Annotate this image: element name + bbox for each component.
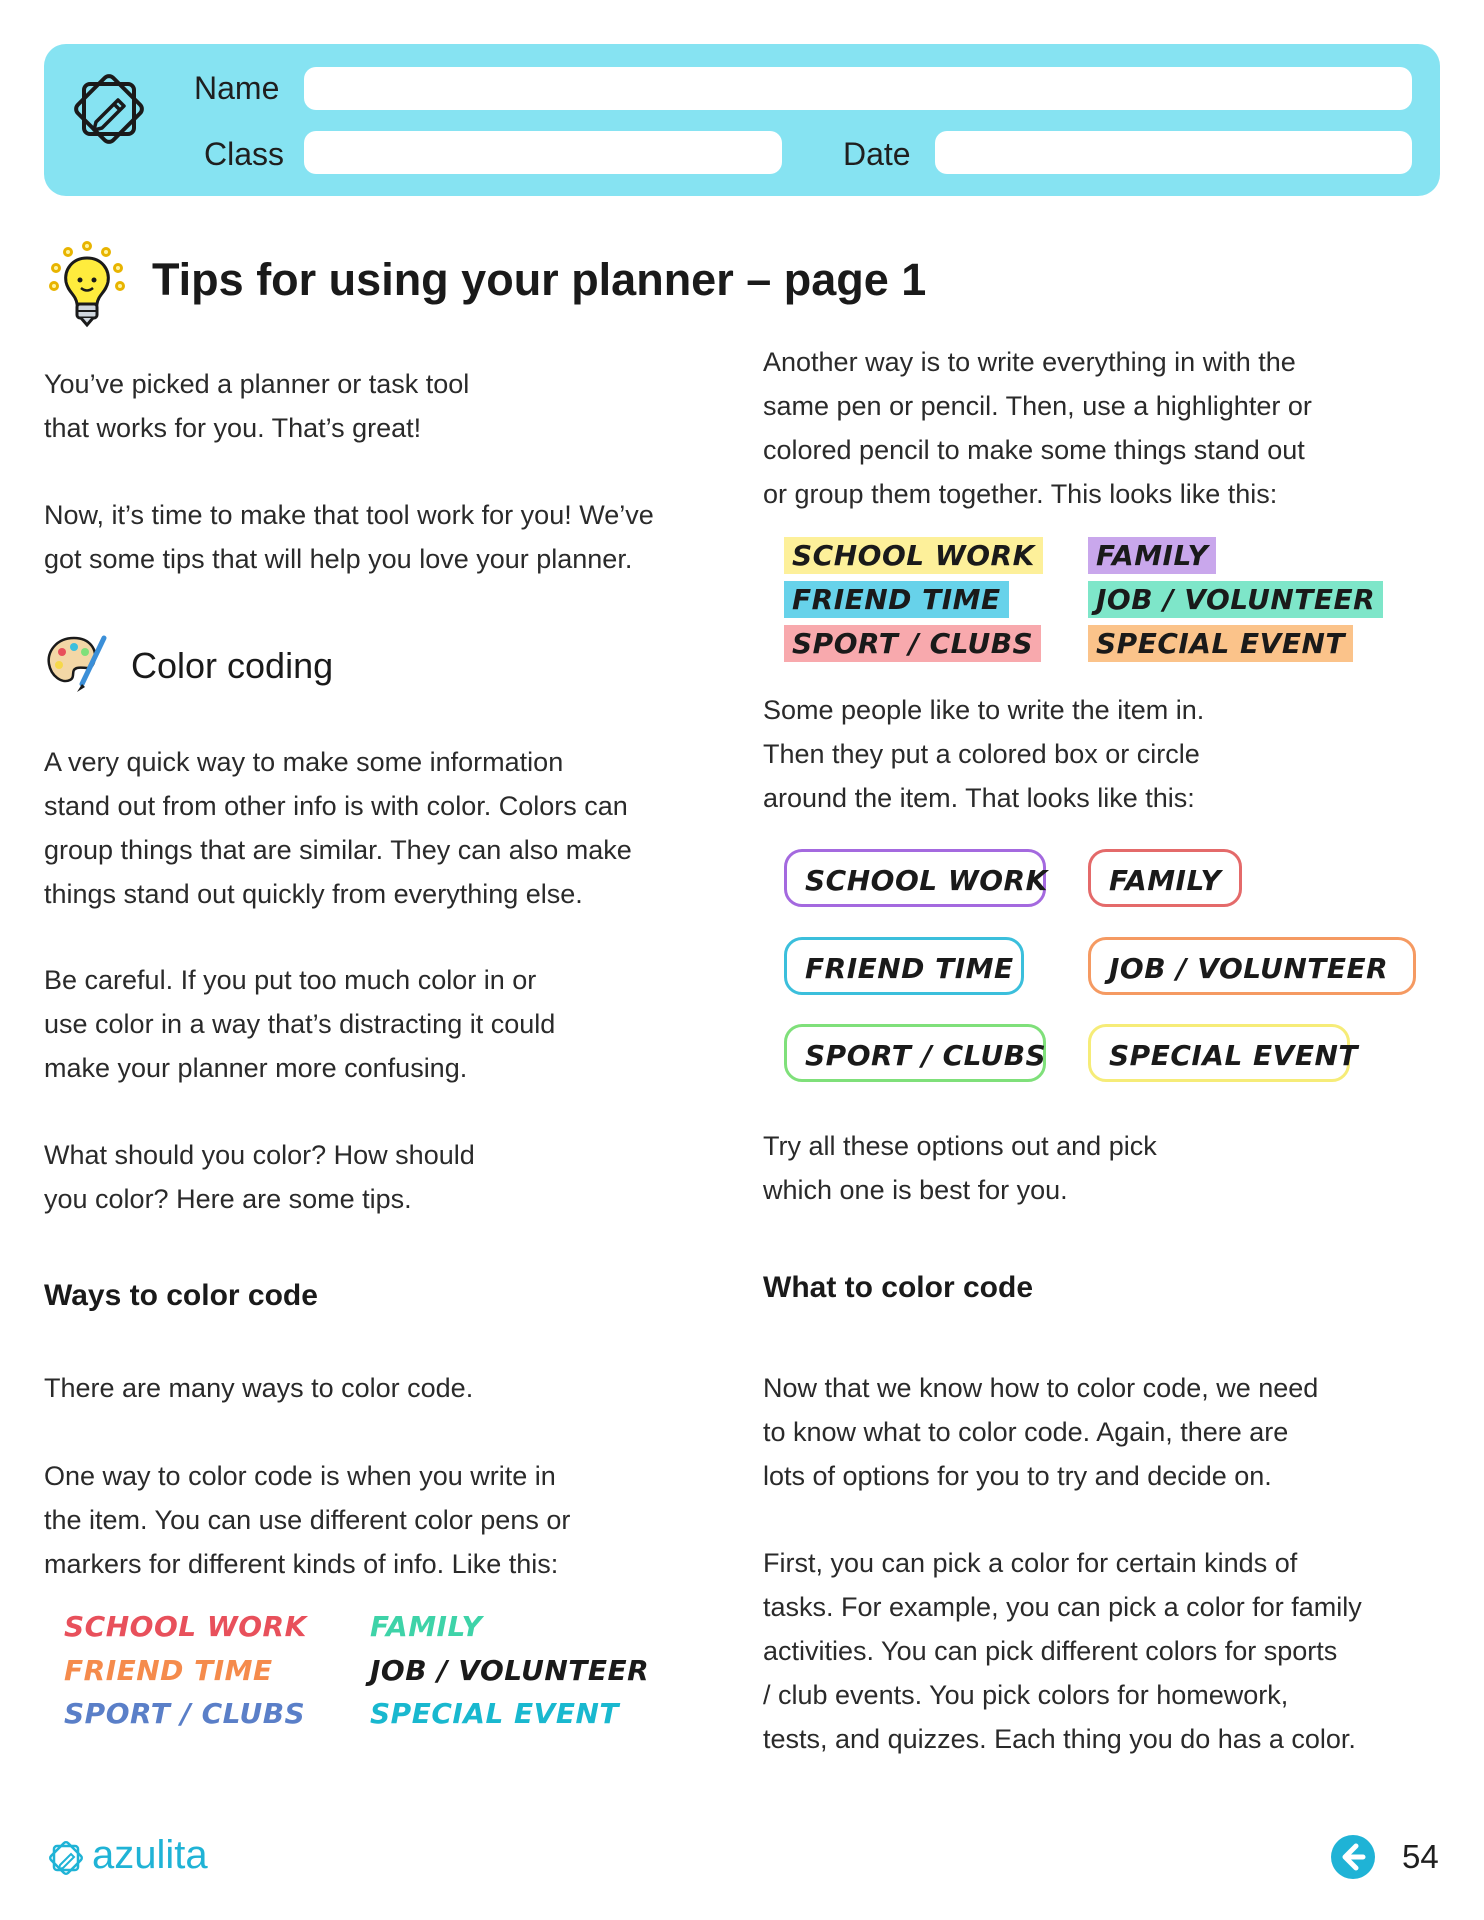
- what-paragraph-1: Now that we know how to color code, we need to know what to color code. Again, there are lots of options for you to try and decide on.: [763, 1373, 1319, 1491]
- colored-label-school-work: SCHOOL WORK: [64, 1610, 307, 1643]
- colored-label-sport-clubs: SPORT / CLUBS: [64, 1697, 306, 1730]
- boxed-label-family: FAMILY: [1088, 849, 1242, 907]
- highlight-label-family: FAMILY: [1088, 537, 1216, 574]
- boxed-label-school-work: SCHOOL WORK: [784, 849, 1046, 907]
- highlight-label-sport-clubs: SPORT / CLUBS: [784, 625, 1041, 662]
- name-label: Name: [194, 70, 280, 106]
- date-label: Date: [843, 136, 911, 172]
- boxed-label-special-event: SPECIAL EVENT: [1088, 1024, 1350, 1082]
- try-paragraph: Try all these options out and pick which one is best for you.: [763, 1131, 1157, 1205]
- colored-label-family: FAMILY: [370, 1610, 483, 1643]
- date-field[interactable]: [935, 131, 1412, 174]
- boxed-label-friend-time: FRIEND TIME: [784, 937, 1024, 995]
- azulita-logo-icon: [44, 1836, 88, 1880]
- class-field[interactable]: [304, 131, 782, 174]
- boxed-paragraph: Some people like to write the item in. Then they put a colored box or circle around the item. That looks like this:: [763, 695, 1205, 813]
- ways-paragraph-2: One way to color code is when you write in the item. You can use different color pens or markers for different kinds of info. Like this:: [44, 1461, 571, 1579]
- what-paragraph-2: First, you can pick a color for certain kinds of tasks. For example, you can pick a color for family activities. You can pick different colors for sports / club events. You pick colors for homework, tests, and quizzes. Each thing you do has a color.: [763, 1548, 1362, 1754]
- pencil-logo-icon: [64, 64, 154, 154]
- name-field[interactable]: [304, 67, 1412, 110]
- highlight-label-friend-time: FRIEND TIME: [784, 581, 1009, 618]
- colored-label-job-volunteer: JOB / VOLUNTEER: [370, 1654, 650, 1687]
- page-number: 54: [1402, 1838, 1439, 1875]
- ways-heading: Ways to color code: [44, 1279, 318, 1312]
- highlight-label-job-volunteer: JOB / VOLUNTEER: [1088, 581, 1383, 618]
- brand-name: azulita: [92, 1833, 208, 1877]
- color-coding-heading: Color coding: [131, 645, 334, 686]
- intro-paragraph-2: Now, it’s time to make that tool work for you! We’ve got some tips that will help you love your planner.: [44, 500, 654, 574]
- lightbulb-icon: [46, 240, 128, 328]
- color-paragraph-2: Be careful. If you put too much color in or use color in a way that’s distracting it could make your planner more confusing.: [44, 965, 556, 1083]
- boxed-label-job-volunteer: JOB / VOLUNTEER: [1088, 937, 1416, 995]
- intro-paragraph-1: You’ve picked a planner or task tool that works for you. That’s great!: [44, 369, 470, 443]
- boxed-label-sport-clubs: SPORT / CLUBS: [784, 1024, 1046, 1082]
- what-heading: What to color code: [763, 1271, 1033, 1304]
- back-arrow-icon[interactable]: [1330, 1834, 1376, 1880]
- ways-paragraph-1: There are many ways to color code.: [44, 1373, 474, 1403]
- paint-palette-icon: [44, 632, 110, 694]
- highlight-label-special-event: SPECIAL EVENT: [1088, 625, 1353, 662]
- color-paragraph-3: What should you color? How should you color? Here are some tips.: [44, 1140, 475, 1214]
- colored-label-special-event: SPECIAL EVENT: [370, 1697, 619, 1730]
- colored-label-friend-time: FRIEND TIME: [64, 1654, 273, 1687]
- page-title: Tips for using your planner – page 1: [152, 254, 927, 305]
- highlight-label-school-work: SCHOOL WORK: [784, 537, 1043, 574]
- highlight-paragraph: Another way is to write everything in with the same pen or pencil. Then, use a highlighter or colored pencil to make some things stand out or group them together. This looks like this:: [763, 347, 1312, 509]
- color-paragraph-1: A very quick way to make some information stand out from other info is with color. Colors can group things that are similar. They can also make things stand out quickly from everything else.: [44, 747, 632, 909]
- class-label: Class: [204, 136, 285, 172]
